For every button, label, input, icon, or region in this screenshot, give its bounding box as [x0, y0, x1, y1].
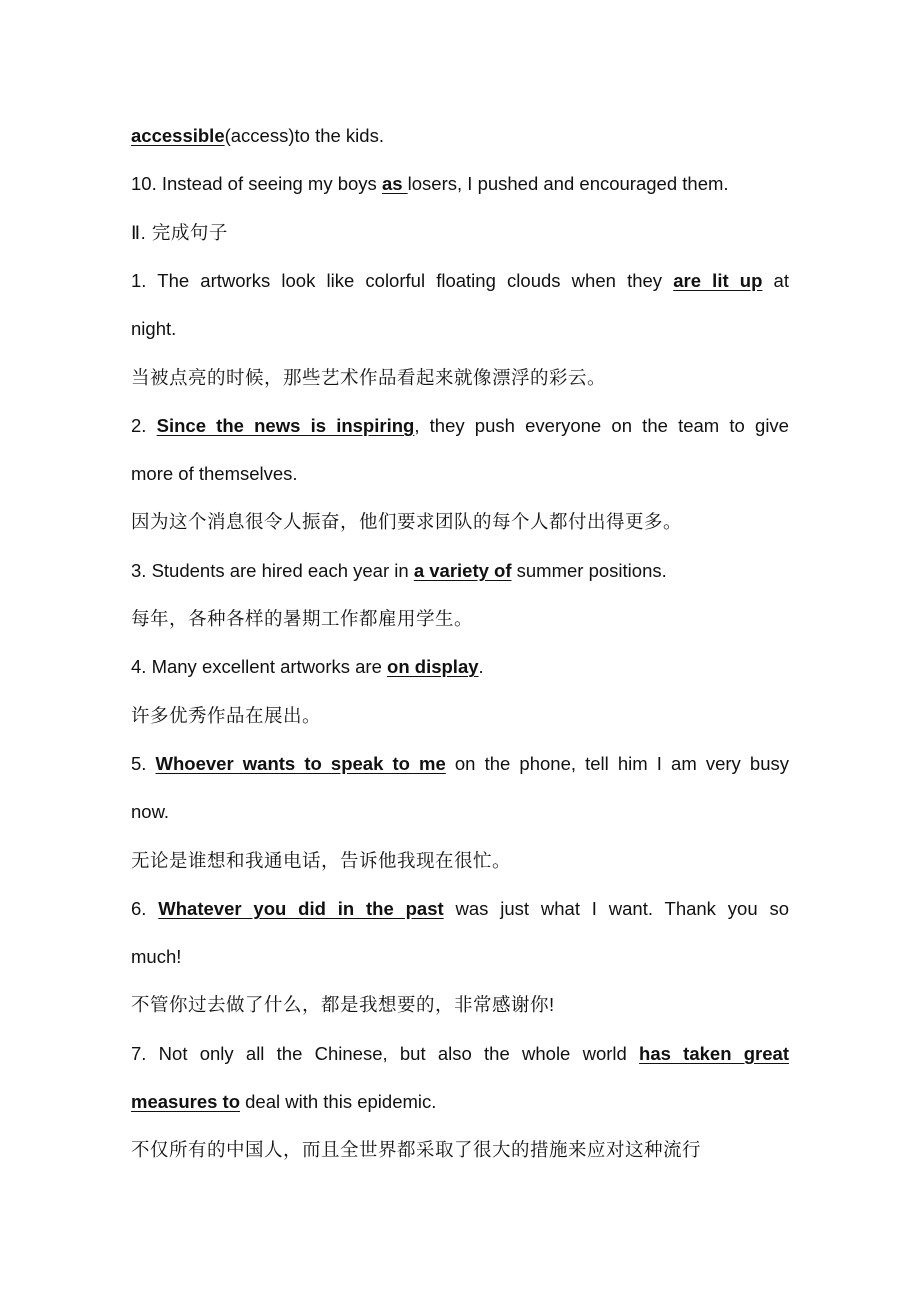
text-segment: 当被点亮的时候，那些艺术作品看起来就像漂浮的彩云。	[131, 366, 607, 388]
text-segment: much!	[131, 946, 182, 968]
text-segment: 2.	[131, 414, 157, 436]
text-line	[131, 269, 789, 293]
answer-text: has taken great	[639, 1042, 789, 1064]
text-segment: more of themselves.	[131, 463, 298, 485]
text-segment: night.	[131, 318, 177, 340]
text-segment: 不管你过去做了什么，都是我想要的，非常感谢你!	[131, 994, 555, 1016]
text-line	[131, 897, 789, 921]
answer-text: Whatever you did in the past	[158, 897, 444, 919]
text-segment: 3. Students are hired each year in	[131, 559, 414, 581]
answer-text: Whoever wants to speak to me	[155, 752, 446, 774]
answer-text: accessible	[131, 125, 225, 146]
text-line	[131, 559, 789, 583]
text-segment: 许多优秀作品在展出。	[131, 704, 322, 726]
text-line	[131, 317, 789, 341]
text-segment: 10. Instead of seeing my boys	[131, 173, 382, 195]
answer-text: are lit up	[673, 269, 763, 291]
text-line	[131, 800, 789, 824]
text-segment: 5.	[131, 752, 156, 774]
text-line	[131, 124, 789, 148]
chinese-translation-line	[131, 849, 789, 873]
text-segment: now.	[131, 801, 170, 823]
text-segment: 1. The artworks look like colorful floating clouds when they	[131, 269, 674, 291]
text-segment: at	[762, 269, 789, 291]
chinese-translation-line	[131, 1138, 789, 1162]
answer-text: Since the news is inspiring	[156, 414, 415, 436]
chinese-translation-line	[131, 993, 789, 1017]
text-line	[131, 655, 789, 679]
text-segment: 因为这个消息很令人振奋，他们要求团队的每个人都付出得更多。	[131, 511, 683, 533]
text-segment: deal with this epidemic.	[240, 1091, 437, 1112]
text-line	[131, 1090, 789, 1114]
text-line	[131, 462, 789, 486]
text-segment: 不仅所有的中国人，而且全世界都采取了很大的措施来应对这种流行	[131, 1139, 702, 1161]
text-segment: 7. Not only all the Chinese, but also the whole world	[131, 1042, 640, 1064]
chinese-translation-line	[131, 221, 789, 245]
text-segment: (access)to the kids.	[224, 125, 384, 146]
text-segment: 6.	[131, 897, 159, 919]
text-segment: 每年，各种各样的暑期工作都雇用学生。	[131, 608, 474, 629]
text-line	[131, 1042, 789, 1066]
text-line	[131, 414, 789, 438]
text-segment: 无论是谁想和我通电话，告诉他我现在很忙。	[131, 849, 512, 871]
answer-text: measures to	[131, 1091, 240, 1112]
text-segment: losers, I pushed and encouraged them.	[407, 173, 729, 195]
chinese-translation-line	[131, 510, 789, 534]
text-segment: Ⅱ. 完成句子	[131, 221, 228, 243]
text-segment: was just what I want. Thank you so	[443, 897, 789, 919]
answer-text: on display	[387, 656, 479, 678]
text-segment: .	[478, 656, 484, 678]
text-segment: on the phone, tell him I am very busy	[445, 752, 789, 774]
text-line	[131, 752, 789, 776]
chinese-translation-line	[131, 704, 789, 728]
text-line	[131, 945, 789, 969]
text-line	[131, 172, 789, 196]
text-segment: summer positions.	[511, 559, 667, 581]
text-segment: 4. Many excellent artworks are	[131, 656, 388, 678]
answer-text: as	[381, 173, 408, 195]
text-segment: , they push everyone on the team to give	[414, 414, 789, 436]
answer-text: a variety of	[413, 559, 512, 581]
chinese-translation-line	[131, 607, 789, 631]
chinese-translation-line	[131, 366, 789, 390]
